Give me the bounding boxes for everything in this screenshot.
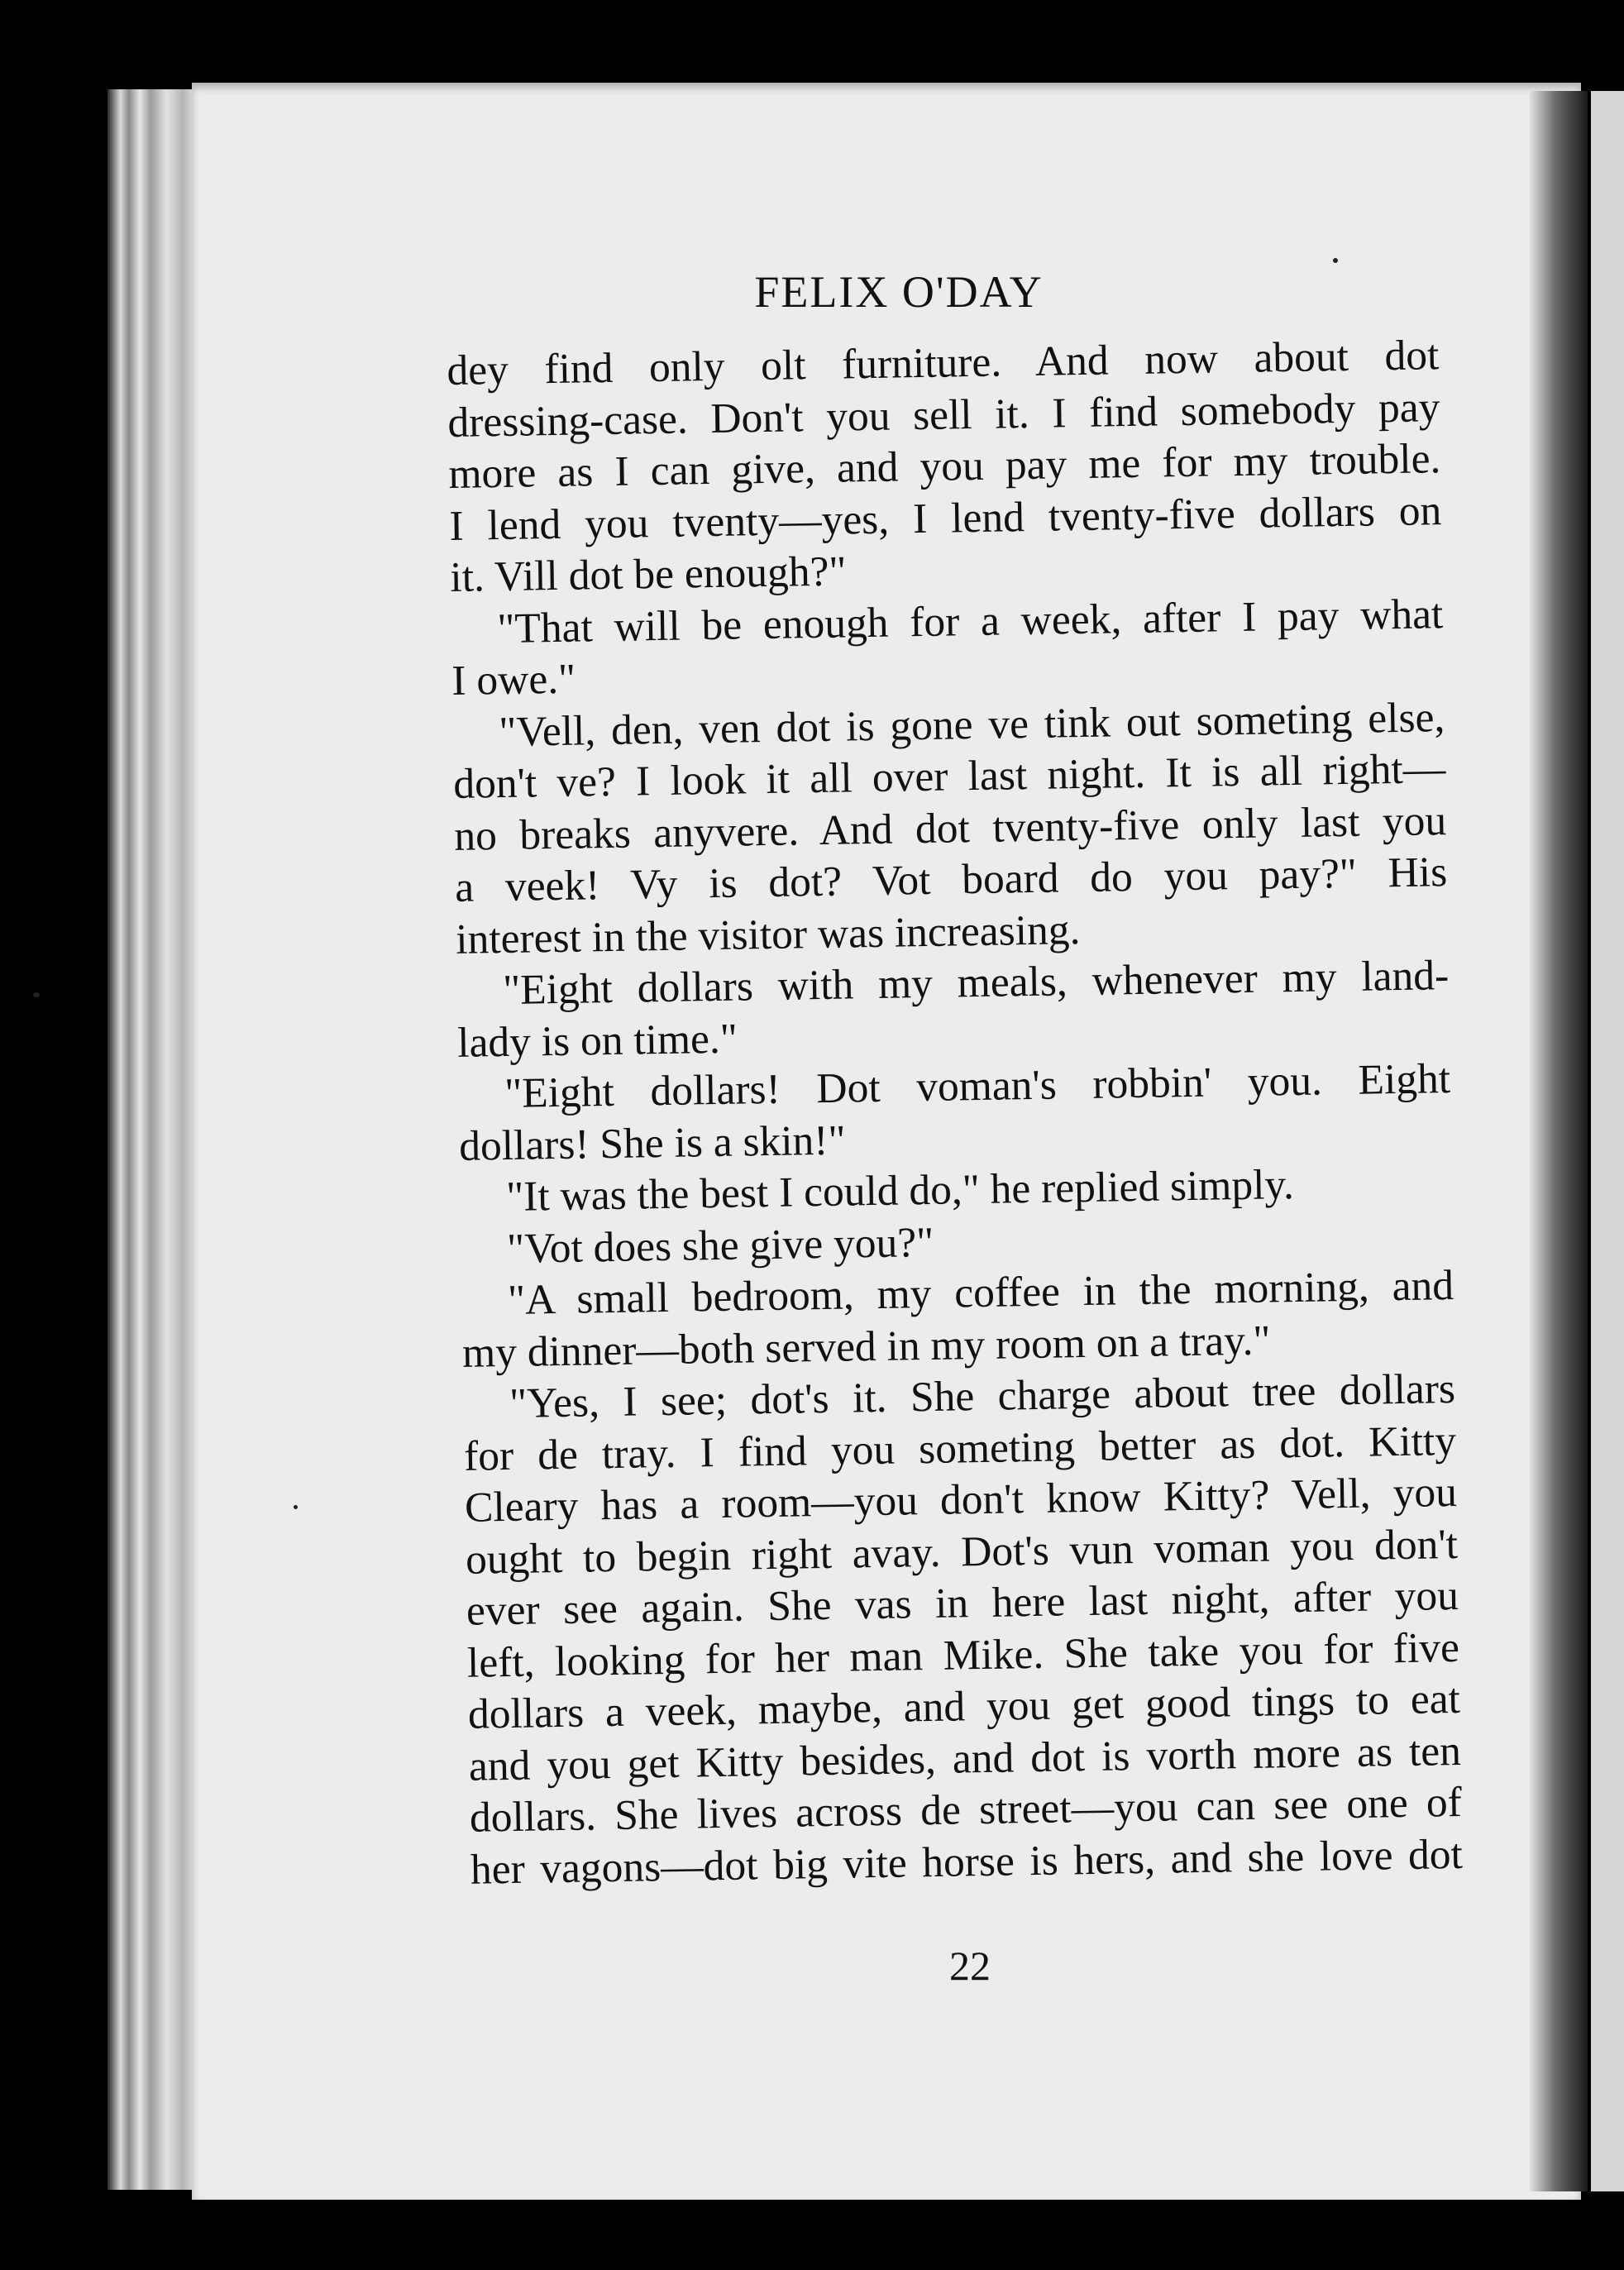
text-line: I lend you tventy—yes, I lend tventy-five dollars on <box>448 486 1442 550</box>
text-line: "Vell, den, ven dot is gone ve tink out someting else, <box>498 693 1445 756</box>
scan-speck <box>294 1505 298 1509</box>
text-line: Cleary has a room—you don't know Kitty? Vell, you <box>464 1468 1458 1532</box>
text-line: dollars. She lives across de street—you can see one of <box>469 1778 1463 1842</box>
text-line: dressing-case. Don't you sell it. I find somebody pay <box>447 383 1440 447</box>
text-line: left, looking for her man Mike. She take you for five <box>466 1623 1460 1687</box>
text-line: her vagons—dot big vite horse is hers, and she love dot <box>470 1830 1464 1894</box>
text-line: "Yes, I see; dot's it. She charge about tree dollars <box>509 1364 1456 1427</box>
text-line: dollars a veek, maybe, and you get good tings to eat <box>467 1675 1461 1738</box>
text-line: my dinner—both served in my room on a tray." <box>461 1317 1271 1377</box>
text-line: no breaks anyvere. And dot tventy-five only last you <box>453 796 1447 860</box>
text-line: more as I can give, and you pay me for my trouble. <box>447 435 1441 498</box>
text-line: "A small bedroom, my coffee in the morning, and <box>507 1262 1454 1324</box>
text-line: don't ve? I look it all over last night. It is all right— <box>452 745 1446 808</box>
text-line: dollars! She is a skin!" <box>458 1116 846 1170</box>
scan-speck <box>1333 258 1338 263</box>
scan-speck <box>33 992 40 997</box>
text-line: and you get Kitty besides, and dot is vorth more as ten <box>468 1727 1462 1790</box>
text-line: it. Vill dot be enough?" <box>449 547 847 601</box>
text-line: "Vot does she give you?" <box>506 1218 934 1273</box>
facing-page-edge <box>1591 91 1624 2191</box>
text-line: ought to begin right avay. Dot's vun voman you don't <box>465 1520 1459 1584</box>
text-line: lady is on time." <box>456 1015 738 1067</box>
text-line: a veek! Vy is dot? Vot board do you pay?" His <box>454 848 1448 911</box>
text-line: dey find only olt furniture. And now about dot <box>447 332 1440 394</box>
running-head: FELIX O'DAY <box>754 267 1044 317</box>
text-line: "Eight dollars with my meals, whenever my land- <box>502 952 1450 1015</box>
text-line: "That will be enough for a week, after I pay what <box>496 590 1444 652</box>
binding-gutter <box>1530 91 1588 2191</box>
text-line: ever see again. She vas in here last night, after you <box>466 1571 1459 1635</box>
text-line: "It was the best I could do," he replied simply. <box>505 1161 1295 1221</box>
text-line: interest in the visitor was increasing. <box>455 906 1081 963</box>
text-line: I owe." <box>451 655 576 705</box>
text-line: "Eight dollars! Dot voman's robbin' you. Eight <box>504 1055 1451 1118</box>
text-line: for de tray. I find you someting better as dot. Kitty <box>463 1417 1457 1480</box>
page-number: 22 <box>949 1943 991 1989</box>
body-text <box>447 330 1463 1896</box>
